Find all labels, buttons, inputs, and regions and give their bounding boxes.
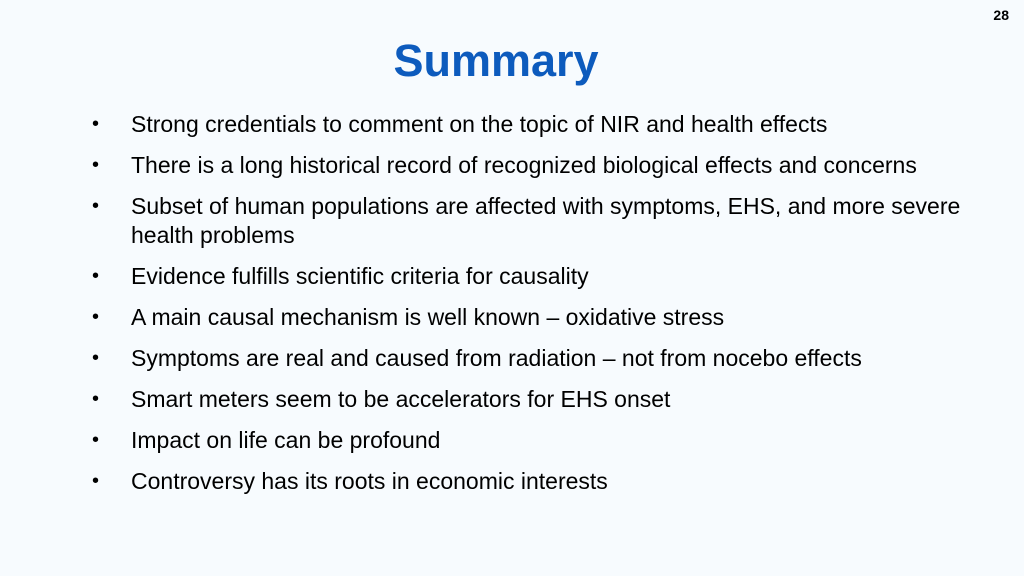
bullet-marker: • — [92, 154, 100, 176]
bullet-marker: • — [92, 113, 100, 135]
bullet-item — [90, 110, 990, 139]
bullet-item — [90, 426, 990, 455]
bullet-text: Strong credentials to comment on the topic of NIR and health effects — [131, 111, 828, 137]
bullet-item — [90, 344, 990, 373]
bullet-text: Controversy has its roots in economic interests — [131, 468, 608, 494]
bullet-text: A main causal mechanism is well known – oxidative stress — [131, 304, 725, 330]
bullet-marker: • — [92, 347, 100, 369]
bullet-item — [90, 467, 990, 496]
bullet-item — [90, 303, 990, 332]
bullet-list — [90, 110, 990, 508]
bullet-item — [90, 385, 990, 414]
bullet-text: Symptoms are real and caused from radiation – not from nocebo effects — [131, 345, 862, 371]
bullet-text: Evidence fulfills scientific criteria for causality — [131, 263, 589, 289]
bullet-marker: • — [92, 388, 100, 410]
bullet-marker: • — [92, 265, 100, 287]
bullet-item — [90, 262, 990, 291]
bullet-marker: • — [92, 306, 100, 328]
bullet-text: There is a long historical record of recognized biological effects and concerns — [131, 152, 917, 178]
bullet-text: Impact on life can be profound — [131, 427, 441, 453]
bullet-marker: • — [92, 195, 100, 217]
bullet-item — [90, 192, 990, 250]
bullet-marker: • — [92, 470, 100, 492]
bullet-text: Smart meters seem to be accelerators for EHS onset — [131, 386, 671, 412]
bullet-item — [90, 151, 990, 180]
slide-title: Summary — [393, 35, 599, 86]
bullet-marker: • — [92, 429, 100, 451]
bullet-text: Subset of human populations are affected with symptoms, EHS, and more severe health problems — [131, 193, 961, 248]
page-number: 28 — [993, 7, 1009, 23]
